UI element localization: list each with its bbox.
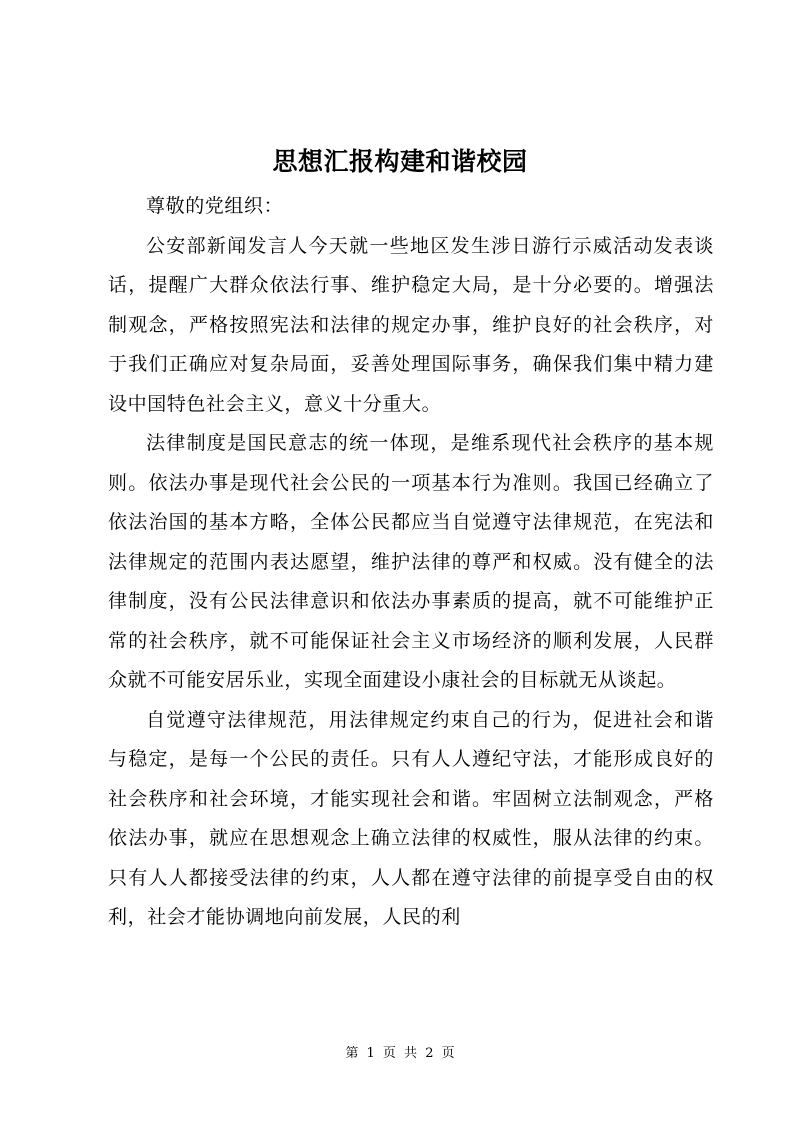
paragraph: 法律制度是国民意志的统一体现，是维系现代社会秩序的基本规则。依法办事是现代社会公民的一项基本行为准则。我国已经确立了依法治国的基本方略，全体公民都应当自觉遵守法律规范，在宪法和法律规定的范围内表达愿望，维护法律的尊严和权威。没有健全的法律制度，没有公民法律意识和依法办事素质的提高，就不可能维护正常的社会秩序，就不可能保证社会主义市场经济的顺利发展，人民群众就不可能安居乐业，实现全面建设小康社会的目标就无从谈起。 [108,432,714,691]
page-number-footer: 第 1 页 共 2 页 [345,1046,455,1061]
paragraph: 公安部新闻发言人今天就一些地区发生涉日游行示威活动发表谈话，提醒广大群众依法行事、维护稳定大局，是十分必要的。增强法制观念，严格按照宪法和法律的规定办事，维护良好的社会秩序，对于我们正确应对复杂局面，妥善处理国际事务，确保我们集中精力建设中国特色社会主义，意义十分重大。 [108,234,714,415]
document-title: 思想汇报构建和谐校园 [272,147,528,176]
paragraph: 自觉遵守法律规范，用法律规定约束自己的行为，促进社会和谐与稳定，是每一个公民的责任。只有人人遵纪守法，才能形成良好的社会秩序和社会环境，才能实现社会和谐。牢固树立法制观念，严格依法办事，就应在思想观念上确立法律的权威性，服从法律的约束。只有人人都接受法律的约束，人人都在遵守法律的前提享受自由的权利，社会才能协调地向前发展，人民的利 [108,708,714,928]
document-body [108,187,714,938]
salutation: 尊敬的党组织： [146,195,284,217]
